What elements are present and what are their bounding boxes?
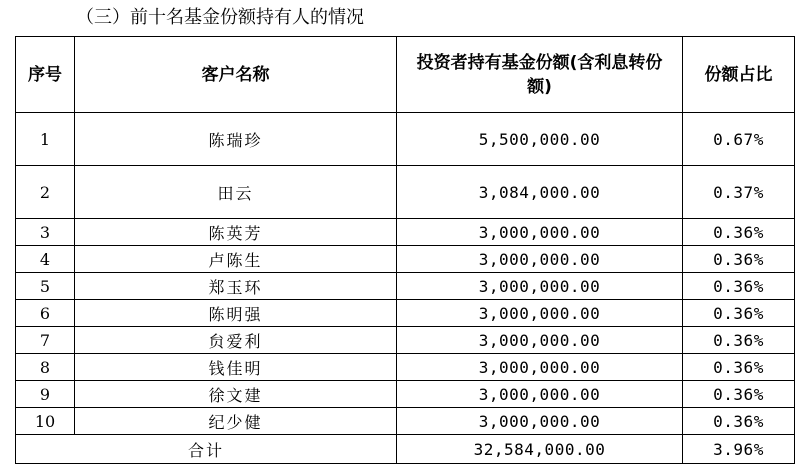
row-ratio: 0.36% [683,381,795,408]
row-shares: 3,000,000.00 [397,273,683,300]
row-name: 陈瑞珍 [75,113,397,166]
header-shares-text: 投资者持有基金份额(含利息转份额) [416,52,663,97]
row-name: 田云 [75,166,397,219]
total-ratio: 3.96% [683,435,795,464]
top-ten-holders-table [15,36,795,464]
table-row [16,246,795,273]
row-index: 8 [16,354,75,381]
row-ratio: 0.36% [683,273,795,300]
row-name: 卢陈生 [75,246,397,273]
row-shares: 3,000,000.00 [397,327,683,354]
row-shares: 3,000,000.00 [397,246,683,273]
total-label: 合计 [16,435,397,464]
row-ratio: 0.36% [683,408,795,435]
row-name: 钱佳明 [75,354,397,381]
row-shares: 3,000,000.00 [397,408,683,435]
row-shares: 3,084,000.00 [397,166,683,219]
header-index: 序号 [16,37,75,113]
table-row [16,408,795,435]
table-row [16,166,795,219]
row-shares: 3,000,000.00 [397,381,683,408]
total-shares: 32,584,000.00 [397,435,683,464]
row-name: 纪少健 [75,408,397,435]
row-index: 7 [16,327,75,354]
row-name: 贠爱利 [75,327,397,354]
row-shares: 3,000,000.00 [397,219,683,246]
row-index: 5 [16,273,75,300]
row-ratio: 0.36% [683,300,795,327]
row-shares: 3,000,000.00 [397,354,683,381]
table-row [16,113,795,166]
row-index: 10 [16,408,75,435]
row-name: 郑玉环 [75,273,397,300]
row-index: 3 [16,219,75,246]
section-title: （三）前十名基金份额持有人的情况 [76,7,364,28]
row-ratio: 0.67% [683,113,795,166]
row-index: 4 [16,246,75,273]
row-ratio: 0.36% [683,246,795,273]
row-name: 徐文建 [75,381,397,408]
row-shares: 5,500,000.00 [397,113,683,166]
table-row [16,354,795,381]
row-name: 陈英芳 [75,219,397,246]
table-row [16,381,795,408]
table-row [16,300,795,327]
table-header-row [16,37,795,113]
row-index: 9 [16,381,75,408]
row-shares: 3,000,000.00 [397,300,683,327]
total-row [16,435,795,464]
row-ratio: 0.36% [683,327,795,354]
table-row [16,273,795,300]
table-row [16,327,795,354]
row-name: 陈明强 [75,300,397,327]
header-ratio: 份额占比 [683,37,795,113]
row-index: 1 [16,113,75,166]
row-ratio: 0.37% [683,166,795,219]
table-row [16,219,795,246]
row-ratio: 0.36% [683,354,795,381]
row-index: 6 [16,300,75,327]
header-name: 客户名称 [75,37,397,113]
row-ratio: 0.36% [683,219,795,246]
row-index: 2 [16,166,75,219]
header-shares [397,37,683,113]
